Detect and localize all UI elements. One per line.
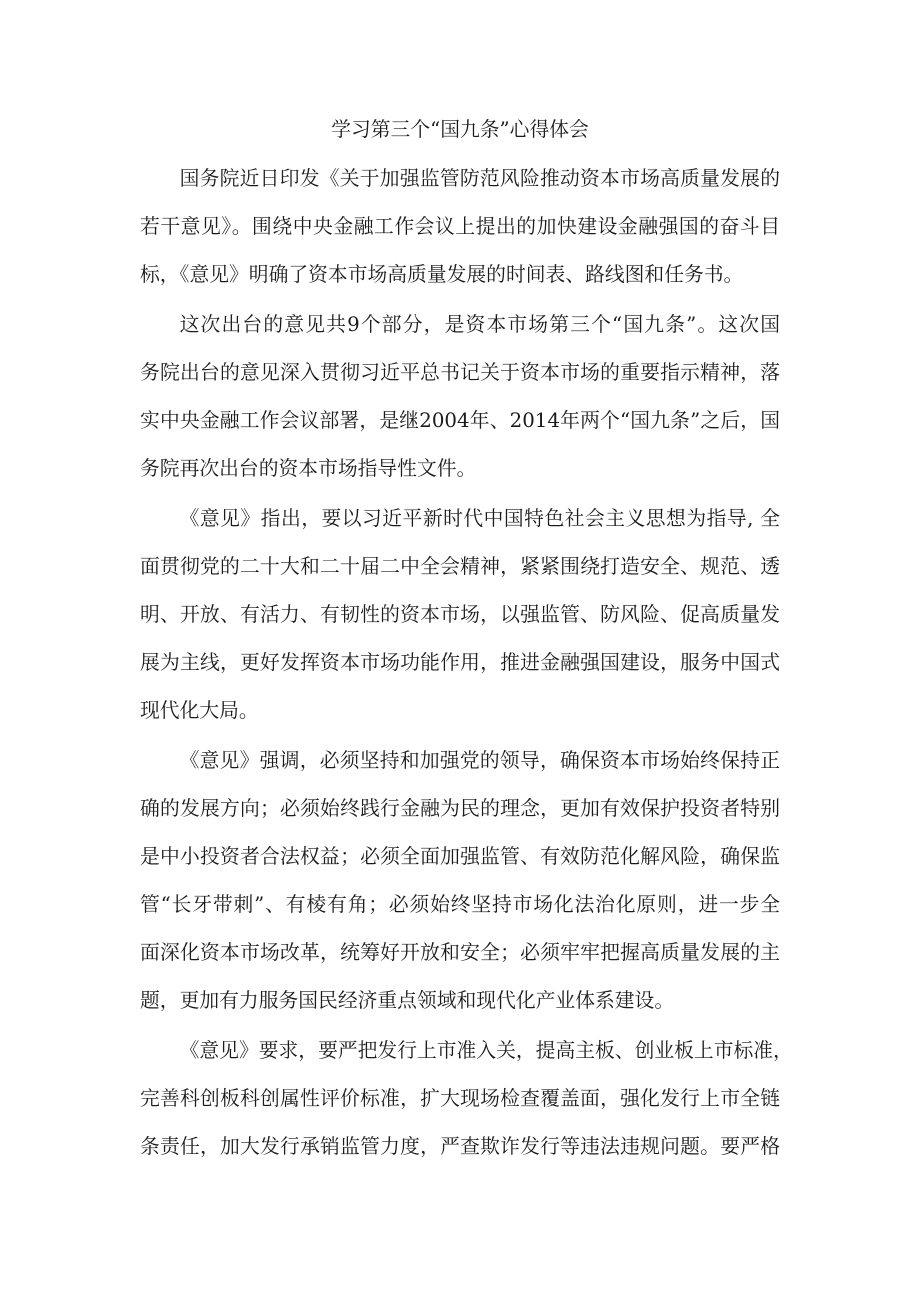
text-line: 务院出台的意见深入贯彻习近平总书记关于资本市场的重要指示精神，落 xyxy=(140,361,780,384)
paragraph-1 xyxy=(140,155,780,299)
paragraph-5 xyxy=(140,1027,793,1171)
text-line: 国务院近日印发《关于加强监管防范风险推动资本市场高质量发展的 xyxy=(179,167,780,190)
text-line: 面深化资本市场改革，统筹好开放和安全；必须牢牢把握高质量发展的主 xyxy=(140,941,780,964)
text-line: 《意见》指出，要以习近平新时代中国特色社会主义思想为指导, 全 xyxy=(179,507,780,530)
text-line: 现代化大局。 xyxy=(140,699,259,722)
text-line: 题，更加有力服务国民经济重点领域和现代化产业体系建设。 xyxy=(140,989,675,1012)
text-line: 务院再次出台的资本市场指导性文件。 xyxy=(140,457,477,480)
text-line: 确的发展方向；必须始终践行金融为民的理念，更加有效保护投资者特别 xyxy=(140,797,780,820)
paragraph-3 xyxy=(140,495,780,735)
text-line: 若干意见》。围绕中央金融工作会议上提出的加快建设金融强国的奋斗目 xyxy=(140,215,780,238)
paragraph-2 xyxy=(140,301,780,493)
document-title: 学习第三个“国九条”心得体会 xyxy=(331,118,589,141)
text-line: 是中小投资者合法权益；必须全面加强监管、有效防范化解风险，确保监 xyxy=(140,845,780,868)
text-line: 《意见》强调，必须坚持和加强党的领导，确保资本市场始终保持正 xyxy=(179,749,780,772)
text-line: 展为主线，更好发挥资本市场功能作用，推进金融强国建设，服务中国式 xyxy=(140,651,780,674)
text-line: 标，《意见》明确了资本市场高质量发展的时间表、路线图和任务书。 xyxy=(140,263,744,286)
text-line: 实中央金融工作会议部署，是继2004年、2014年两个“国九条”之后，国 xyxy=(140,409,780,432)
paragraph-4 xyxy=(140,737,780,1025)
text-line: 完善科创板科创属性评价标准，扩大现场检查覆盖面，强化发行上市全链 xyxy=(140,1087,780,1110)
document-page xyxy=(140,106,793,1173)
text-line: 《意见》要求，要严把发行上市准入关，提高主板、创业板上市标准， xyxy=(179,1039,793,1062)
text-line: 这次出台的意见共9个部分，是资本市场第三个“国九条”。这次国 xyxy=(179,313,780,336)
text-line: 条责任，加大发行承销监管力度，严查欺诈发行等违法违规问题。要严格 xyxy=(140,1135,780,1158)
text-line: 面贯彻党的二十大和二十届二中全会精神，紧紧围绕打造安全、规范、透 xyxy=(140,555,780,578)
text-line: 明、开放、有活力、有韧性的资本市场，以强监管、防风险、促高质量发 xyxy=(140,603,780,626)
text-line: 管“长牙带刺”、有棱有角；必须始终坚持市场化法治化原则，进一步全 xyxy=(140,893,780,916)
